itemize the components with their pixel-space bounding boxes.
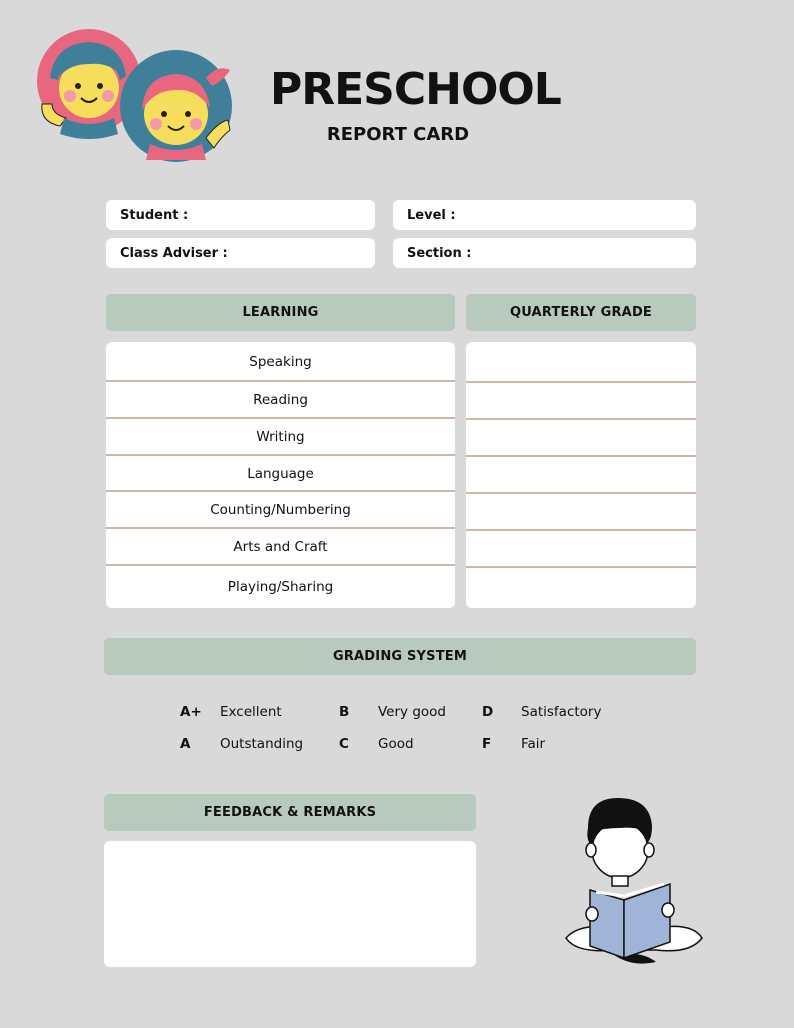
subject-row: [106, 419, 455, 455]
section-label: Section :: [407, 245, 472, 261]
class-adviser-label: Class Adviser :: [120, 245, 228, 261]
level-label: Level :: [407, 207, 456, 223]
grade-letter: B: [339, 704, 350, 720]
grade-description: Fair: [521, 736, 546, 752]
grade-cell[interactable]: [466, 457, 696, 493]
grade-description: Satisfactory: [521, 704, 602, 720]
learning-table: [106, 342, 455, 608]
subject-row: [106, 382, 455, 418]
subject-label: Reading: [253, 392, 308, 408]
subject-label: Playing/Sharing: [227, 579, 334, 595]
grades-table: [466, 342, 696, 608]
grade-letter: C: [339, 736, 349, 752]
title-block: [270, 64, 561, 145]
subject-row: [106, 492, 455, 528]
page-title: PRESCHOOL: [270, 64, 561, 115]
grade-description: Very good: [378, 704, 446, 720]
quarterly-grade-header: QUARTERLY GRADE: [466, 294, 696, 331]
grade-letter: A: [180, 736, 191, 752]
grade-cell[interactable]: [466, 383, 696, 419]
grading-system-header: GRADING SYSTEM: [104, 638, 696, 675]
subject-label: Language: [247, 466, 314, 482]
subject-label: Writing: [256, 429, 305, 445]
subject-row: [106, 456, 455, 492]
grade-description: Excellent: [220, 704, 282, 720]
level-field[interactable]: [393, 200, 696, 230]
grade-letter: A+: [180, 704, 202, 720]
section-field[interactable]: [393, 238, 696, 268]
reading-child-illustration: [560, 792, 710, 972]
grade-description: Good: [378, 736, 414, 752]
subject-row: [106, 566, 455, 608]
kids-illustration: [34, 26, 244, 166]
student-label: Student :: [120, 207, 189, 223]
feedback-header: FEEDBACK & REMARKS: [104, 794, 476, 831]
grade-cell[interactable]: [466, 568, 696, 608]
subject-row: [106, 529, 455, 565]
grade-cell[interactable]: [466, 494, 696, 530]
student-field[interactable]: [106, 200, 375, 230]
grade-cell[interactable]: [466, 531, 696, 567]
learning-header: LEARNING: [106, 294, 455, 331]
grade-cell[interactable]: [466, 342, 696, 382]
subject-row: [106, 342, 455, 382]
class-adviser-field[interactable]: [106, 238, 375, 268]
grading-legend: [178, 702, 618, 758]
subject-label: Arts and Craft: [233, 539, 328, 555]
feedback-textbox[interactable]: [104, 841, 476, 967]
grade-description: Outstanding: [220, 736, 304, 752]
grade-letter: D: [482, 704, 494, 720]
subject-label: Counting/Numbering: [210, 502, 351, 518]
grade-letter: F: [482, 736, 492, 752]
subject-label: Speaking: [249, 354, 312, 370]
grade-cell[interactable]: [466, 420, 696, 456]
page-subtitle: REPORT CARD: [326, 124, 470, 145]
